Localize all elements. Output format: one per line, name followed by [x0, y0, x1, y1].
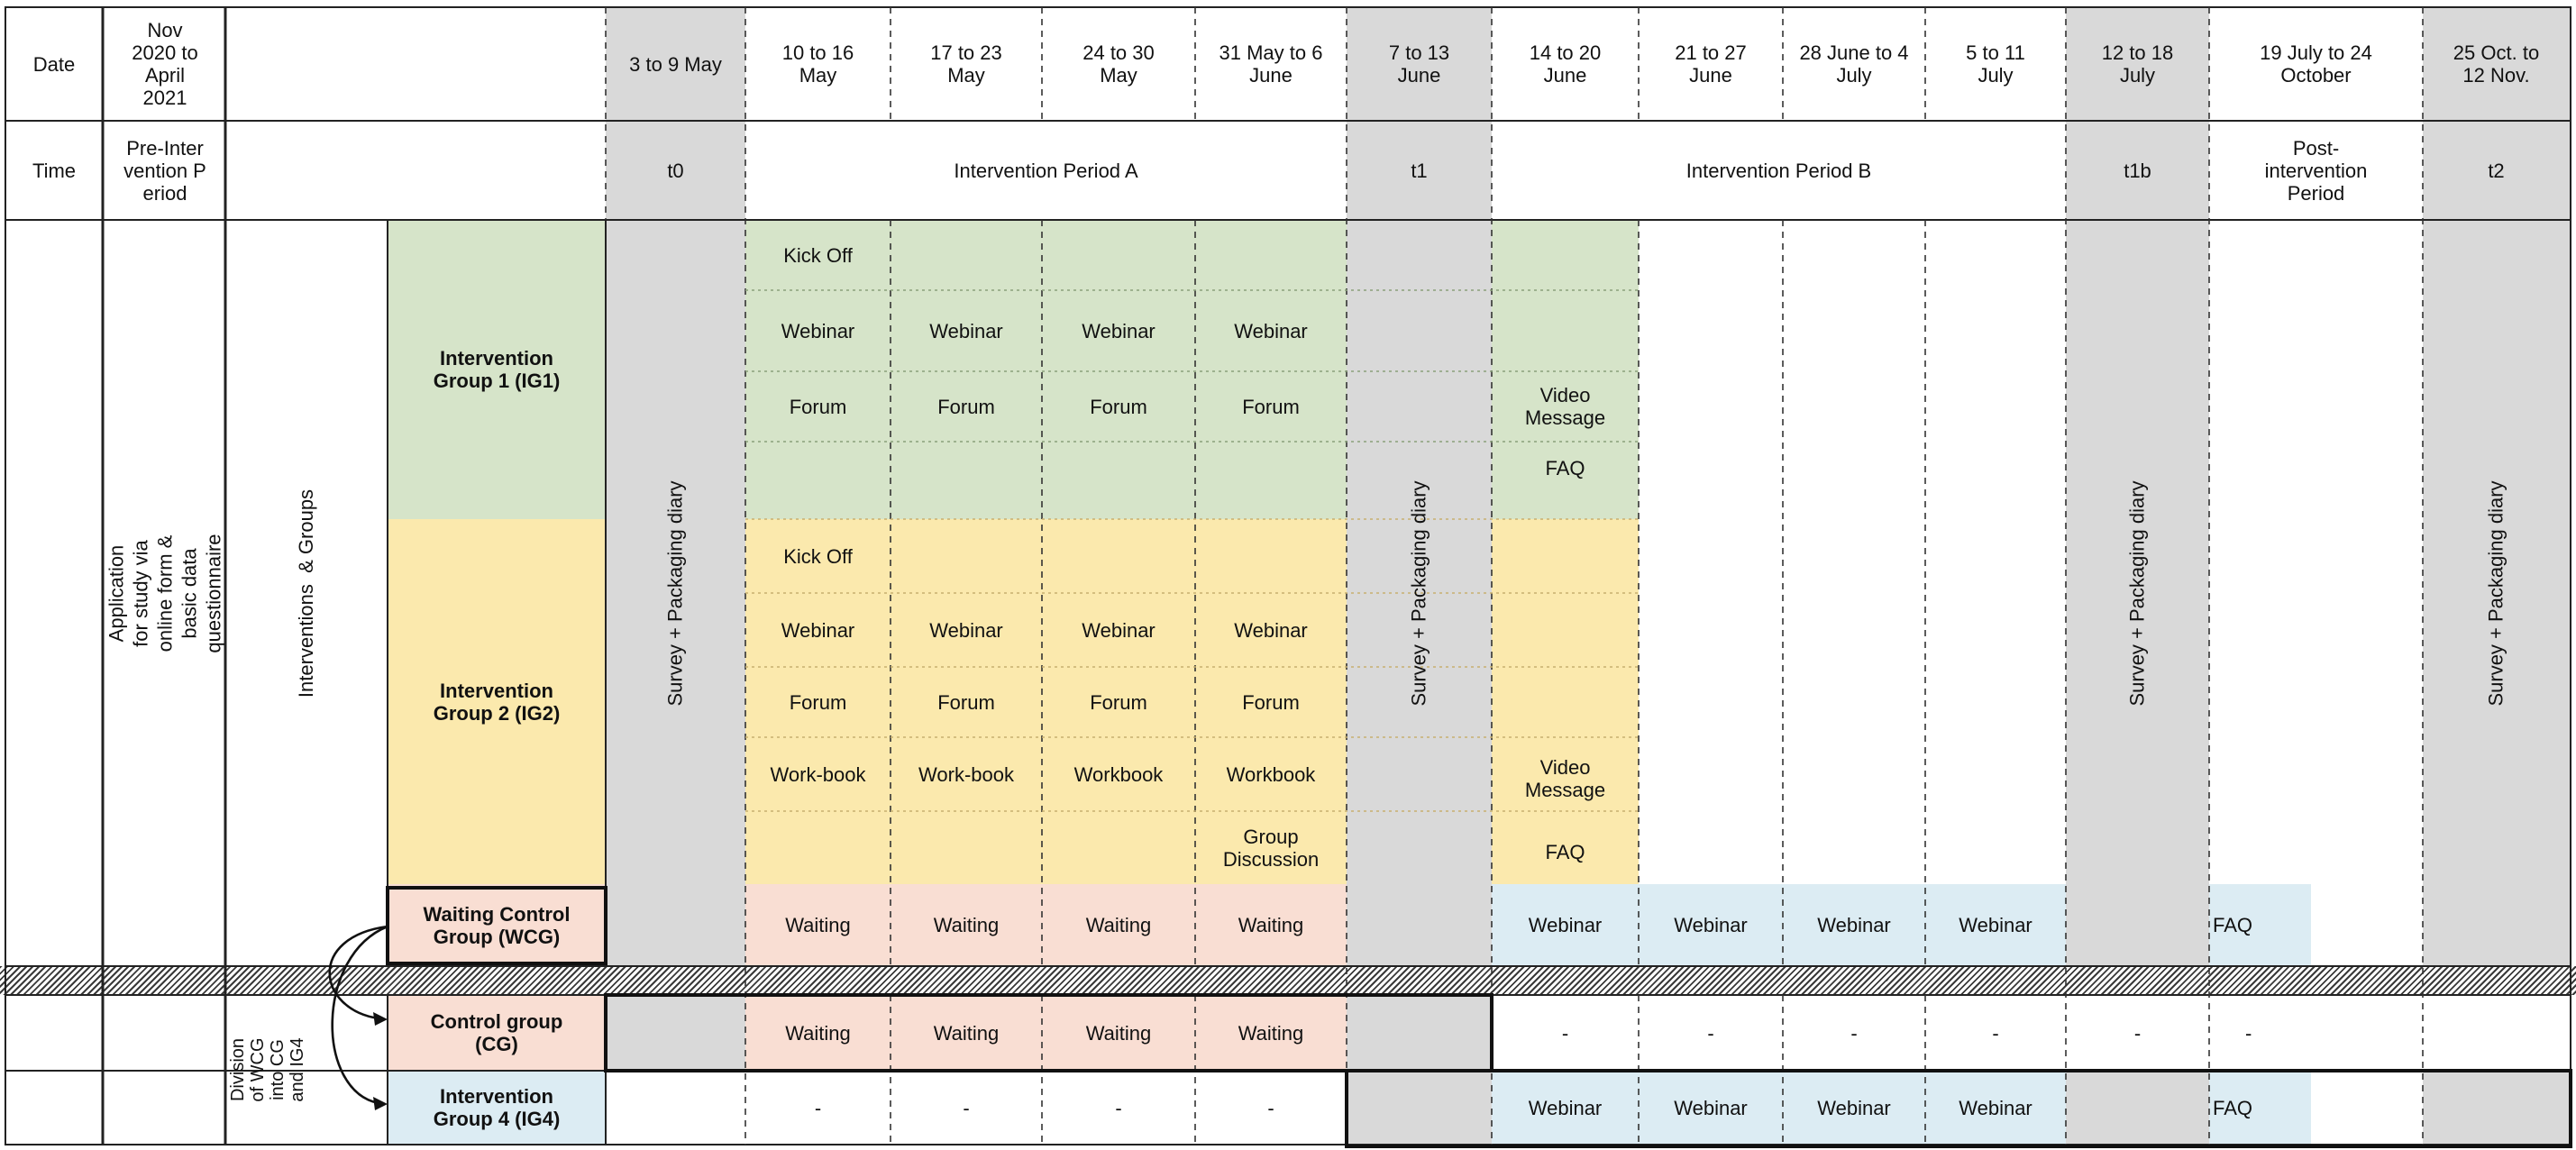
cg-dash-2: -: [1707, 1021, 1714, 1045]
period-a-label: Intervention Period A: [954, 159, 1138, 182]
cg-dash-5: -: [2133, 1021, 2142, 1045]
period-b-label: Intervention Period B: [1685, 159, 1872, 182]
week-12: 19 July to 24 October: [2260, 41, 2372, 87]
pre-period-label: Pre-Intervention Period: [123, 136, 206, 205]
ig1-webinar-1: Webinar: [781, 319, 855, 342]
week-10: 5 to 11 July: [1966, 41, 2025, 87]
ig4-dash-4: -: [1267, 1096, 1274, 1119]
ig1-forum-2: Forum: [937, 395, 995, 418]
ig1-kickoff: Kick Off: [783, 243, 853, 267]
survey-t2-text: Survey + Packaging diary: [2485, 479, 2508, 707]
t1b-label: t1b: [2124, 159, 2151, 182]
ig2-label: Intervention Group 2 (IG2): [433, 679, 561, 725]
ig2-workbook-2: Work-book: [918, 762, 1014, 786]
week-7: 14 to 20 June: [1529, 41, 1602, 87]
week-4: 24 to 30 May: [1082, 41, 1155, 87]
wcg-waiting-3: Waiting: [1085, 914, 1152, 936]
ig1-label: Intervention Group 1 (IG1): [433, 347, 561, 392]
ig2-webinar-1: Webinar: [781, 618, 855, 642]
week-1: 3 to 9 May: [629, 52, 722, 76]
ig2-forum-1: Forum: [789, 690, 847, 714]
wcg-webinar-3: Webinar: [1817, 914, 1891, 936]
cg-waiting-1: Waiting: [785, 1021, 851, 1045]
ig2-workbook-3: Workbook: [1073, 762, 1164, 786]
week-8: 21 to 27 June: [1675, 41, 1747, 87]
ig1-webinar-4: Webinar: [1234, 319, 1308, 342]
t1-label: t1: [1411, 159, 1428, 182]
ig4-dash-2: -: [963, 1096, 970, 1119]
week-6: 7 to 13 June: [1388, 41, 1450, 87]
week-9: 28 June to 4 July: [1799, 41, 1909, 87]
ig2-video-message: Video Message: [1524, 756, 1606, 801]
cg-dash-4: -: [1992, 1021, 1999, 1045]
pre-period-date: Nov 2020 to April 2021: [132, 19, 198, 109]
cg-dash-6: -: [2245, 1021, 2252, 1045]
survey-t1b-wrap: [2066, 220, 2209, 966]
cg-waiting-3: Waiting: [1085, 1021, 1152, 1045]
ig1-webinar-2: Webinar: [929, 319, 1003, 342]
ig1-webinar-3: Webinar: [1082, 319, 1156, 342]
application-text: Application for study via online form & basic data questionnaire: [105, 533, 225, 653]
ig1-faq: FAQ: [1545, 456, 1585, 479]
ig4-dash-1: -: [814, 1096, 822, 1119]
ig4-webinar-4: Webinar: [1959, 1096, 2032, 1119]
application-text-wrap: [105, 220, 225, 966]
t0-label: t0: [667, 159, 684, 182]
ig2-kickoff: Kick Off: [783, 544, 853, 568]
ig2-workbook-1: Work-book: [770, 762, 866, 786]
ig1-forum-3: Forum: [1090, 395, 1147, 418]
ig1-video-message: Video Message: [1524, 384, 1606, 429]
wcg-label: Waiting Control Group (WCG): [423, 902, 571, 948]
survey-t2-wrap: [2423, 220, 2570, 966]
wcg-webinar-2: Webinar: [1674, 914, 1748, 936]
wcg-waiting-1: Waiting: [785, 914, 851, 936]
ig4-label: Intervention Group 4 (IG4): [433, 1085, 561, 1130]
survey-t1-wrap: [1347, 220, 1492, 966]
interventions-groups-text: Interventions & Groups: [295, 488, 318, 698]
date-label: Date: [32, 52, 76, 76]
interventions-groups-wrap: [225, 220, 388, 966]
ig4-webinar-3: Webinar: [1817, 1096, 1891, 1119]
cg-dash-3: -: [1850, 1021, 1858, 1045]
cg-waiting-2: Waiting: [933, 1021, 1000, 1045]
survey-t0-text: Survey + Packaging diary: [664, 479, 688, 707]
survey-t0-wrap: [606, 220, 745, 966]
t2-label: t2: [2488, 159, 2505, 182]
division-text: Division of WCG into CG and IG4: [228, 1037, 307, 1102]
survey-t1-text: Survey + Packaging diary: [1408, 479, 1431, 707]
wcg-webinar-4: Webinar: [1959, 914, 2032, 936]
ig2-webinar-3: Webinar: [1082, 618, 1156, 642]
ig1-forum-4: Forum: [1242, 395, 1300, 418]
ig2-workbook-4: Workbook: [1226, 762, 1316, 786]
ig2-forum-2: Forum: [937, 690, 995, 714]
ig4-webinar-2: Webinar: [1674, 1096, 1748, 1119]
division-text-wrap: [227, 995, 308, 1145]
wcg-waiting-4: Waiting: [1238, 914, 1304, 936]
week-5: 31 May to 6 June: [1219, 41, 1323, 87]
cg-label: Control group (CG): [430, 1010, 563, 1055]
ig1-forum-1: Forum: [789, 395, 847, 418]
ig4-faq: FAQ: [2213, 1096, 2253, 1119]
week-13: 25 Oct. to 12 Nov.: [2453, 41, 2540, 87]
time-label: Time: [32, 159, 77, 182]
wcg-webinar-1: Webinar: [1528, 914, 1603, 936]
week-3: 17 to 23 May: [930, 41, 1002, 87]
week-2: 10 to 16 May: [781, 41, 854, 87]
ig4-dash-3: -: [1115, 1096, 1122, 1119]
ig2-forum-4: Forum: [1242, 690, 1300, 714]
wcg-faq: FAQ: [2213, 914, 2253, 936]
ig2-webinar-2: Webinar: [929, 618, 1003, 642]
ig4-webinar-1: Webinar: [1528, 1096, 1603, 1119]
cg-dash-1: -: [1561, 1021, 1569, 1045]
week-11: 12 to 18 July: [2101, 41, 2174, 87]
ig2-forum-3: Forum: [1090, 690, 1147, 714]
wcg-waiting-2: Waiting: [933, 914, 1000, 936]
ig2-faq: FAQ: [1545, 841, 1585, 863]
post-period-label: Post-intervention Period: [2264, 136, 2368, 205]
ig2-group-discussion: Group Discussion: [1222, 825, 1320, 871]
ig2-webinar-4: Webinar: [1234, 618, 1308, 642]
survey-t1b-text: Survey + Packaging diary: [2126, 479, 2150, 707]
cg-waiting-4: Waiting: [1238, 1021, 1304, 1045]
